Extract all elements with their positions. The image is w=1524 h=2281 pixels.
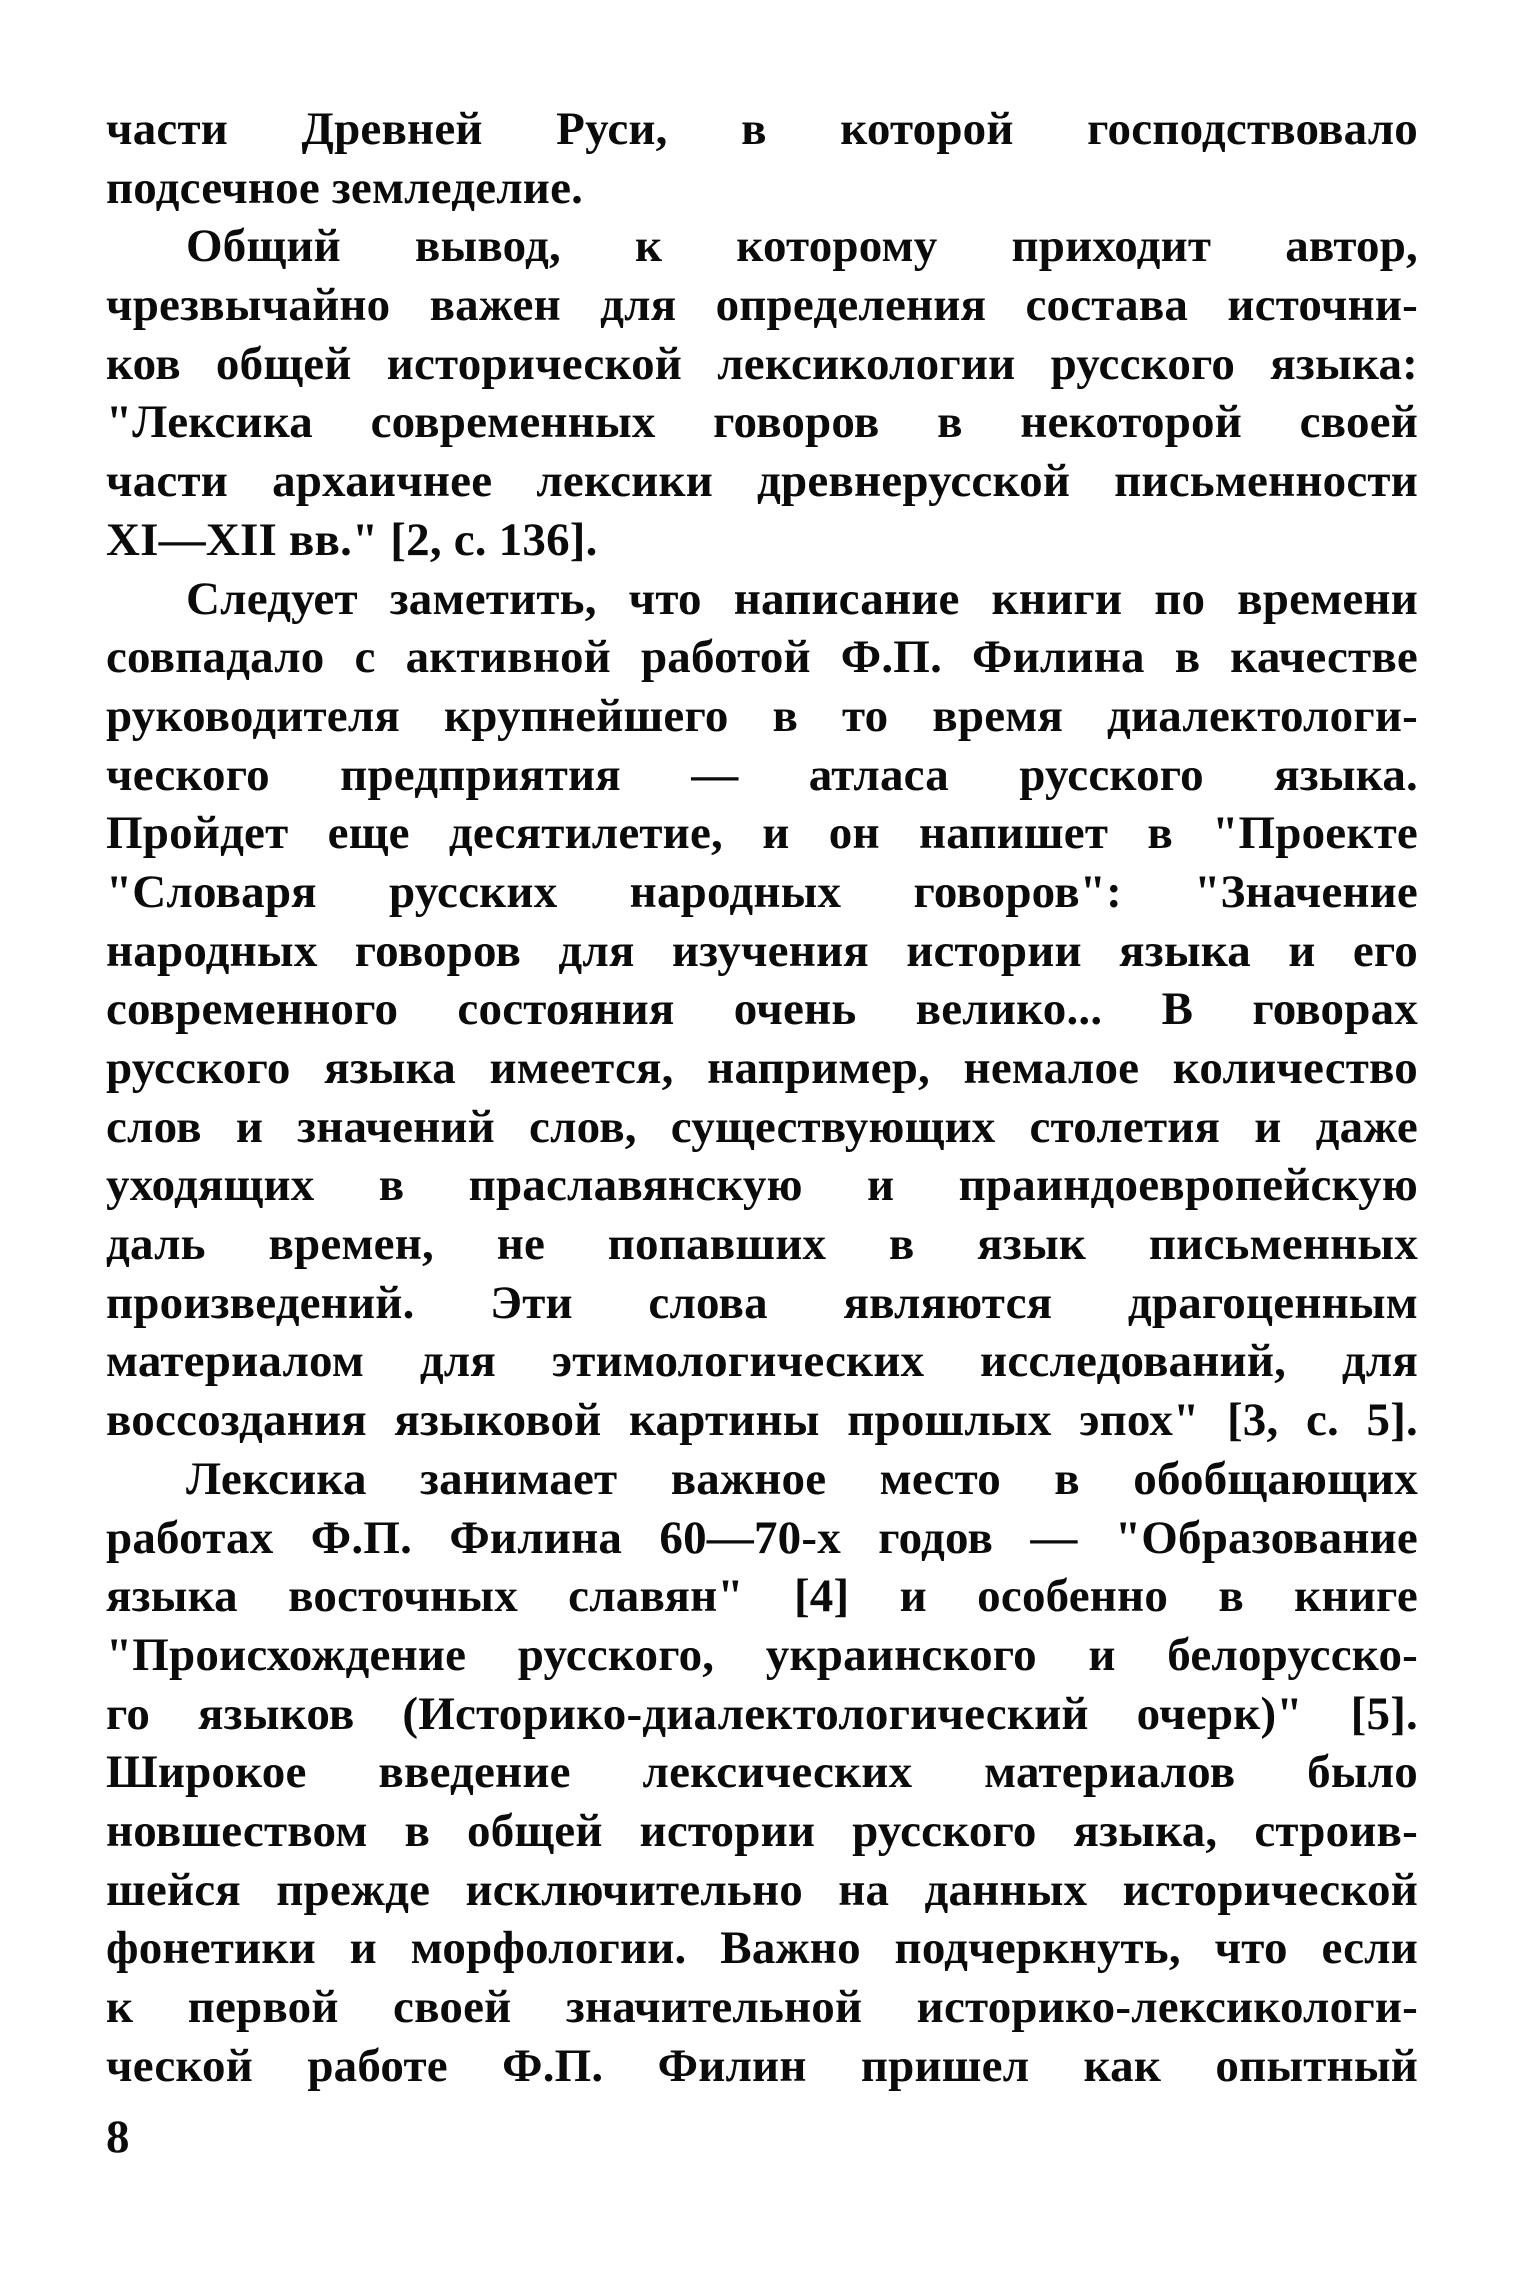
text-line: к первой своей значительной историко-лексикологи- xyxy=(106,1981,1418,2033)
text-line: го языков (Историко-диалектологический очерк)" [5]. xyxy=(106,1687,1418,1740)
text-line: работах Ф.П. Филина 60—70-х годов — "Образование xyxy=(106,1511,1418,1564)
text-line: Пройдет еще десятилетие, и он напишет в "Проекте xyxy=(106,807,1418,860)
text-line: "Словаря русских народных говоров": "Значение xyxy=(106,865,1418,918)
text-line: новшеством в общей истории русского языка, строив- xyxy=(106,1804,1418,1857)
text-line: руководителя крупнейшего в то время диалектологи- xyxy=(106,689,1418,742)
text-line: даль времен, не попавших в язык письменных xyxy=(106,1218,1418,1271)
text-line: воссоздания языковой картины прошлых эпох" [3, с. 5]. xyxy=(106,1394,1418,1447)
text-line: материалом для этимологических исследований, для xyxy=(106,1335,1418,1388)
body-text xyxy=(106,100,1418,2095)
text-line: ческого предприятия — атласа русского языка. xyxy=(106,748,1418,801)
text-line: подсечное земледелие. xyxy=(106,161,584,214)
text-line: современного состояния очень велико... В говорах xyxy=(106,983,1418,1036)
text-line: совпадало с активной работой Ф.П. Филина в качестве xyxy=(106,631,1418,684)
text-line: русского языка имеется, например, немалое количество xyxy=(106,1042,1418,1094)
text-line: шейся прежде исключительно на данных исторической xyxy=(106,1863,1418,1916)
text-line: Общий вывод, к которому приходит автор, xyxy=(186,220,1418,273)
text-line: "Происхождение русского, украинского и белорусско- xyxy=(106,1628,1418,1681)
page-number: 8 xyxy=(106,2111,130,2163)
text-line: уходящих в праславянскую и праиндоевропейскую xyxy=(106,1159,1418,1212)
text-line: слов и значений слов, существующих столетия и даже xyxy=(106,1100,1418,1153)
text-line: части Древней Руси, в которой господствовало xyxy=(106,103,1418,155)
text-line: народных говоров для изучения истории языка и его xyxy=(106,924,1418,977)
text-line: произведений. Эти слова являются драгоценным xyxy=(106,1276,1418,1329)
text-line: ческой работе Ф.П. Филин пришел как опытный xyxy=(106,2039,1418,2092)
text-line: "Лексика современных говоров в некоторой своей xyxy=(106,396,1418,449)
text-line: XI—XII вв." [2, с. 136]. xyxy=(106,513,598,566)
text-line: чрезвычайно важен для определения состава источни- xyxy=(106,279,1418,332)
text-line: фонетики и морфологии. Важно подчеркнуть, что если xyxy=(106,1922,1418,1975)
text-line: части архаичнее лексики древнерусской письменности xyxy=(106,455,1418,508)
text-line: Лексика занимает важное место в обобщающих xyxy=(186,1452,1418,1505)
text-line: ков общей исторической лексикологии русского языка: xyxy=(106,337,1418,390)
text-line: языка восточных славян" [4] и особенно в книге xyxy=(106,1570,1418,1623)
text-line: Следует заметить, что написание книги по времени xyxy=(186,572,1418,625)
text-line: Широкое введение лексических материалов было xyxy=(106,1746,1418,1799)
